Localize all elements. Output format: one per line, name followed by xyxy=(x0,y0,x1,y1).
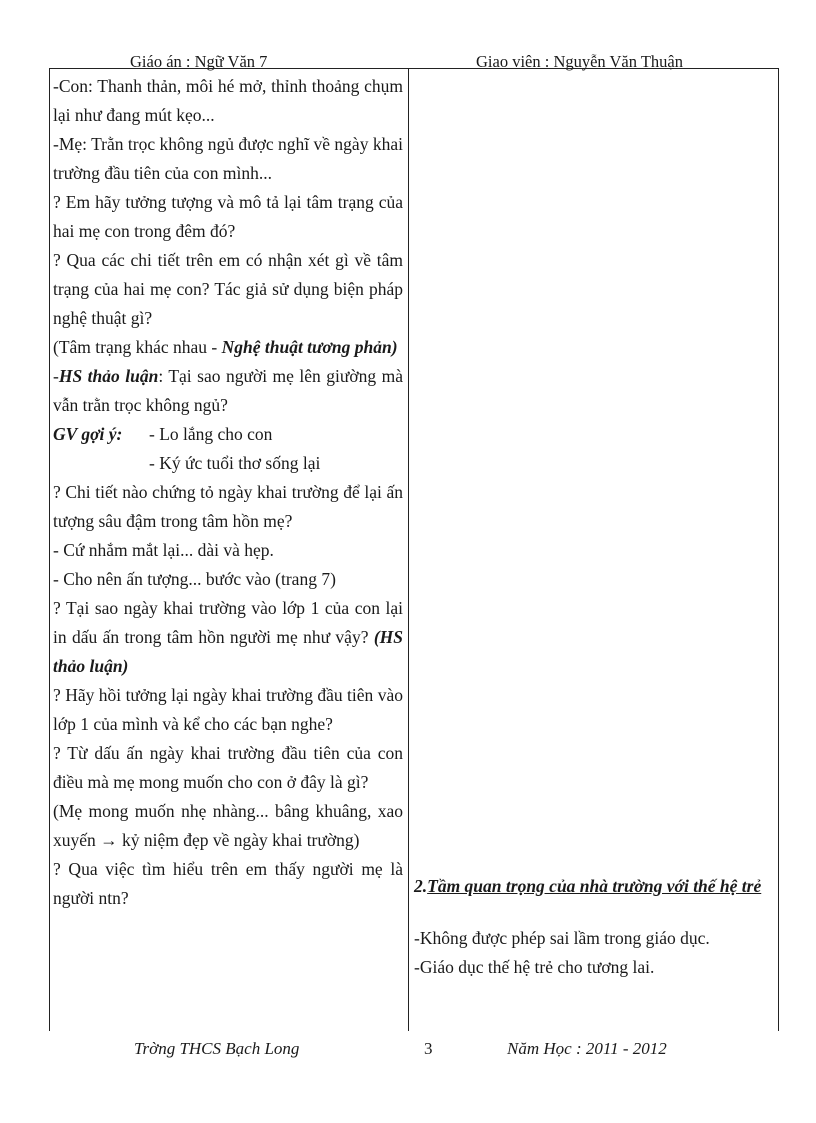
teacher-hint-item: - Lo lắng cho con xyxy=(149,424,273,444)
emphasis-text: (HS thảo luận) xyxy=(53,627,403,676)
text: (Tâm trạng khác nhau - xyxy=(53,337,222,357)
list-item: -Giáo dục thế hệ trẻ cho tương lai. xyxy=(414,957,655,977)
paragraph xyxy=(53,333,403,362)
question: ? Từ dấu ấn ngày khai trường đầu tiên của con điều mà mẹ mong muốn cho con ở đây là gì? xyxy=(53,743,403,792)
question: ? Chi tiết nào chứng tỏ ngày khai trường để lại ấn tượng sâu đậm trong tâm hồn mẹ? xyxy=(53,482,403,531)
header-teacher: Giao viên : Nguyễn Văn Thuận xyxy=(476,52,683,71)
table-column-divider xyxy=(408,69,409,1031)
question xyxy=(53,362,403,420)
section-heading xyxy=(414,872,772,901)
table-right-border xyxy=(778,69,779,1031)
header-subject: Giáo án : Ngữ Văn 7 xyxy=(130,52,268,71)
content-column xyxy=(414,872,772,982)
paragraph: - Cho nên ấn tượng... bước vào (trang 7) xyxy=(53,569,336,589)
activities-column xyxy=(53,72,403,913)
page-number: 3 xyxy=(424,1039,433,1058)
question: ? Qua các chi tiết trên em có nhận xét gì về tâm trạng của hai mẹ con? Tác giả sử dụng biện pháp nghệ thuật gì? xyxy=(53,250,403,328)
list-item: -Không được phép sai lầm trong giáo dục. xyxy=(414,928,710,948)
text: ? Tại sao ngày khai trường vào lớp 1 của con lại in dấu ấn trong tâm hồn người mẹ như vậy? xyxy=(53,598,403,647)
paragraph: (Mẹ mong muốn nhẹ nhàng... bâng khuâng, xao xuyến → kỷ niệm đẹp về ngày khai trường) xyxy=(53,801,403,850)
footer-school-year: Năm Học : 2011 - 2012 xyxy=(507,1039,667,1058)
paragraph: -Mẹ: Trằn trọc không ngủ được nghĩ về ngày khai trường đầu tiên của con mình... xyxy=(53,134,403,183)
teacher-hint xyxy=(53,420,403,449)
question: ? Em hãy tưởng tượng và mô tả lại tâm trạng của hai mẹ con trong đêm đó? xyxy=(53,192,403,241)
footer-school: Trờng THCS Bạch Long xyxy=(134,1039,300,1058)
section-number: 2. xyxy=(414,876,428,896)
header-divider xyxy=(49,68,779,69)
question: ? Hãy hồi tưởng lại ngày khai trường đầu tiên vào lớp 1 của mình và kể cho các bạn nghe? xyxy=(53,685,403,734)
paragraph: - Cứ nhắm mắt lại... dài và hẹp. xyxy=(53,540,274,560)
text: - xyxy=(53,366,59,386)
section-title: Tầm quan trọng của nhà trường với thế hệ trẻ xyxy=(427,876,762,896)
question xyxy=(53,594,403,681)
paragraph: -Con: Thanh thản, môi hé mở, thỉnh thoảng chụm lại như đang mút kẹo... xyxy=(53,76,403,125)
question: ? Qua việc tìm hiểu trên em thấy người mẹ là người ntn? xyxy=(53,859,403,908)
table-left-border xyxy=(49,69,50,1031)
teacher-hint-label: GV gợi ý: xyxy=(53,424,123,444)
teacher-hint-item: - Ký ức tuổi thơ sống lại xyxy=(149,453,321,473)
emphasis-text: HS thảo luận xyxy=(58,366,159,386)
text: : Tại sao người mẹ lên giường mà vẫn trằn trọc không ngủ? xyxy=(53,366,403,415)
emphasis-text: Nghệ thuật tương phản) xyxy=(221,337,398,357)
